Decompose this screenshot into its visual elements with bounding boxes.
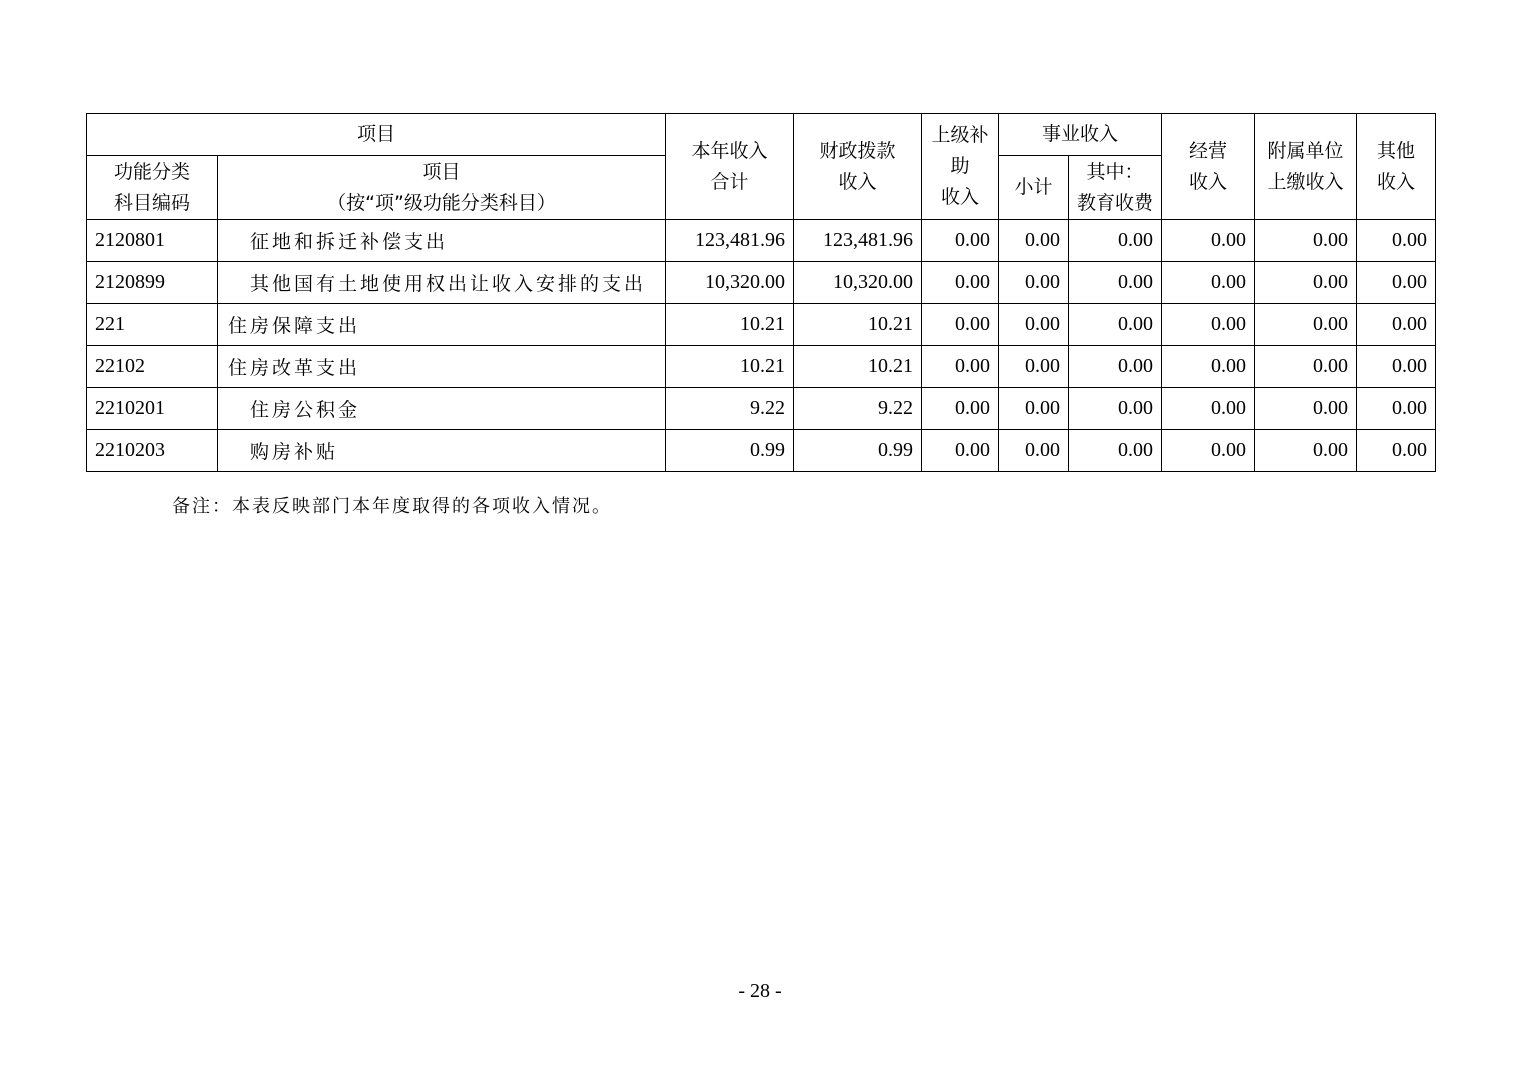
cell-subtotal: 0.00 — [999, 346, 1069, 388]
cell-fiscal: 10,320.00 — [794, 262, 922, 304]
cell-subtotal: 0.00 — [999, 304, 1069, 346]
table-row — [87, 220, 1436, 262]
cell-operation: 0.00 — [1162, 304, 1255, 346]
cell-total: 123,481.96 — [666, 220, 794, 262]
header-business-group-label: 事业收入 — [1042, 123, 1119, 145]
table-row — [87, 346, 1436, 388]
header-fiscal-line2: 收入 — [838, 170, 877, 193]
cell-total: 10,320.00 — [666, 262, 794, 304]
header-edu-line2: 教育收费 — [1077, 191, 1154, 214]
cell-superior: 0.00 — [922, 262, 999, 304]
cell-operation: 0.00 — [1162, 220, 1255, 262]
table-row — [87, 304, 1436, 346]
header-affiliated — [1255, 114, 1357, 220]
header-fiscal — [794, 114, 922, 220]
cell-edu: 0.00 — [1069, 346, 1162, 388]
header-subtotal-label: 小计 — [1014, 176, 1053, 198]
cell-code: 2210201 — [87, 388, 218, 430]
cell-fiscal: 10.21 — [794, 304, 922, 346]
header-fiscal-line1: 财政拨款 — [819, 139, 896, 162]
cell-affiliated: 0.00 — [1255, 430, 1357, 472]
cell-total: 9.22 — [666, 388, 794, 430]
cell-affiliated: 0.00 — [1255, 388, 1357, 430]
header-superior-line1: 上级补 — [931, 124, 989, 146]
table-note: 备注：本表反映部门本年度取得的各项收入情况。 — [172, 496, 612, 517]
cell-name: 征地和拆迁补偿支出 — [218, 220, 666, 262]
header-other — [1357, 114, 1436, 220]
header-affiliated-line1: 附属单位 — [1267, 139, 1344, 162]
header-superior-line2: 助 — [950, 155, 970, 177]
cell-operation: 0.00 — [1162, 346, 1255, 388]
cell-edu: 0.00 — [1069, 220, 1162, 262]
cell-superior: 0.00 — [922, 430, 999, 472]
cell-superior: 0.00 — [922, 388, 999, 430]
cell-code: 2120801 — [87, 220, 218, 262]
cell-other: 0.00 — [1357, 304, 1436, 346]
cell-other: 0.00 — [1357, 388, 1436, 430]
header-operation-line1: 经营 — [1189, 139, 1228, 162]
header-name — [218, 156, 666, 220]
cell-total: 10.21 — [666, 346, 794, 388]
header-other-line1: 其他 — [1377, 139, 1416, 162]
cell-edu: 0.00 — [1069, 388, 1162, 430]
cell-affiliated: 0.00 — [1255, 262, 1357, 304]
header-code-line1: 功能分类 — [113, 160, 190, 183]
header-superior — [922, 114, 999, 220]
cell-superior: 0.00 — [922, 304, 999, 346]
header-business-group — [999, 114, 1162, 156]
header-total — [666, 114, 794, 220]
cell-name: 购房补贴 — [218, 430, 666, 472]
cell-affiliated: 0.00 — [1255, 346, 1357, 388]
table-body — [87, 220, 1436, 472]
header-item-group-label: 项目 — [357, 123, 396, 145]
cell-name: 住房改革支出 — [218, 346, 666, 388]
header-code-line2: 科目编码 — [113, 191, 190, 214]
cell-total: 10.21 — [666, 304, 794, 346]
header-affiliated-line2: 上缴收入 — [1267, 170, 1344, 193]
header-superior-line3: 收入 — [941, 186, 980, 208]
table-row — [87, 430, 1436, 472]
cell-edu: 0.00 — [1069, 262, 1162, 304]
header-total-line1: 本年收入 — [691, 139, 768, 162]
income-table — [86, 113, 1436, 472]
cell-superior: 0.00 — [922, 220, 999, 262]
cell-name: 住房保障支出 — [218, 304, 666, 346]
cell-fiscal: 0.99 — [794, 430, 922, 472]
cell-name: 住房公积金 — [218, 388, 666, 430]
cell-code: 22102 — [87, 346, 218, 388]
table-row — [87, 262, 1436, 304]
page-number: - 28 - — [738, 980, 782, 1002]
cell-other: 0.00 — [1357, 220, 1436, 262]
cell-superior: 0.00 — [922, 346, 999, 388]
cell-operation: 0.00 — [1162, 388, 1255, 430]
cell-operation: 0.00 — [1162, 430, 1255, 472]
header-name-line2: （按“项”级功能分类科目） — [327, 191, 556, 214]
cell-code: 2210203 — [87, 430, 218, 472]
cell-other: 0.00 — [1357, 430, 1436, 472]
header-code — [87, 156, 218, 220]
cell-operation: 0.00 — [1162, 262, 1255, 304]
header-operation-line2: 收入 — [1189, 170, 1228, 193]
cell-code: 221 — [87, 304, 218, 346]
header-total-line2: 合计 — [710, 170, 749, 193]
header-edu-line1: 其中： — [1086, 160, 1144, 183]
cell-subtotal: 0.00 — [999, 388, 1069, 430]
cell-total: 0.99 — [666, 430, 794, 472]
cell-subtotal: 0.00 — [999, 430, 1069, 472]
cell-subtotal: 0.00 — [999, 262, 1069, 304]
cell-fiscal: 123,481.96 — [794, 220, 922, 262]
cell-affiliated: 0.00 — [1255, 304, 1357, 346]
cell-name: 其他国有土地使用权出让收入安排的支出 — [218, 262, 666, 304]
cell-other: 0.00 — [1357, 346, 1436, 388]
header-subtotal — [999, 156, 1069, 220]
cell-other: 0.00 — [1357, 262, 1436, 304]
cell-fiscal: 10.21 — [794, 346, 922, 388]
header-edu — [1069, 156, 1162, 220]
header-other-line2: 收入 — [1377, 170, 1416, 193]
cell-edu: 0.00 — [1069, 304, 1162, 346]
cell-code: 2120899 — [87, 262, 218, 304]
header-operation — [1162, 114, 1255, 220]
table-row — [87, 388, 1436, 430]
cell-affiliated: 0.00 — [1255, 220, 1357, 262]
cell-subtotal: 0.00 — [999, 220, 1069, 262]
header-name-line1: 项目 — [422, 160, 461, 183]
cell-edu: 0.00 — [1069, 430, 1162, 472]
table-header — [87, 114, 1436, 220]
header-item-group — [87, 114, 666, 156]
cell-fiscal: 9.22 — [794, 388, 922, 430]
